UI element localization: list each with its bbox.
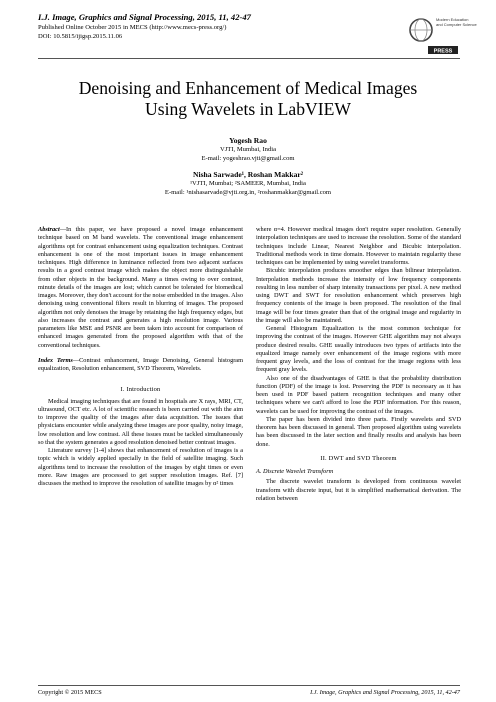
subsection-heading-dwt: A. Discrete Wavelet Transform [256, 468, 334, 475]
paragraph-bicubic: Bicubic interpolation produces smoother edges than bilinear interpolation. Interpolation methods increase the intensity of low frequency components resulting in less number of sharp intensity transactions per pixel. A new method using DWT and SWT for resolution enhancement which preserves high frequency contents of the image is been proposed. The resolution of the final image will be four times greater than that of the original image and regularity in the image will also be maintained. [256, 267, 461, 324]
journal-name: I.J. Image, Graphics and Signal Processing, 2015, 11, 42-47 [38, 12, 251, 22]
section-heading-dwt-svd: II. DWT and SVD Theorem [320, 454, 397, 462]
title-line-2: Using Wavelets in LabVIEW [145, 99, 351, 119]
footer-journal: I.J. Image, Graphics and Signal Processing, 2015, 11, 42-47 [310, 689, 460, 696]
index-terms-text: —Contrast enhancement, Image Denoising, General histogram equalization, Resolution enhancement, SVD Theorem, Wavelets. [38, 356, 244, 372]
publisher-logo [404, 12, 477, 56]
paragraph-pdf: Also one of the disadvantages of GHE is that the probability distribution function (PDF) of the image is lost. Preserving the PDF is necessary as it has been used in PDF based pattern recognition techniques and many other techniques where we can't afford to lose the PDF information. For this reason, wavelets can be used for improving the contrast of the images. [256, 374, 461, 415]
paragraph-outline: The paper has been divided into three parts. Firstly wavelets and SVD theorem has been discussed in general. Then proposed algorithm using wavelets has been discussed in the later section and finally results and analysis has been done. [256, 415, 461, 448]
right-column [256, 226, 461, 503]
index-terms-label: Index Terms [38, 356, 73, 364]
title-line-1: Denoising and Enhancement of Medical Images [78, 78, 418, 98]
paragraph-continued: where α=4. However medical images don't require super resolution. Generally interpolation techniques are used to increase the resolution. Some of the standard techniques include Linear, Nearest Neighbor and Bicubic interpolation. Traditional methods work in time domain. However to maintain regularity these techniques can be implemented by using wavelet transforms. [256, 226, 461, 266]
publication-line: Published Online October 2015 in MECS (http://www.mecs-press.org/) [38, 24, 227, 31]
abstract-text: —In this paper, we have proposed a novel image enhancement technique based on M band wavelets. The conventional image enhancement algorithms opt for contrast enhancement using equalization techniques. Contrast enhancement is one of the most important issues in image enhancement techniques. High difference in luminance reflected from two adjacent surfaces results in a good contrast image which makes the object more distinguishable from other objects in the background. Many a times owing to over contrast, minute details of the images are lost; which cannot be tolerated for biomedical images. Moreover, they don't account for the noise embedded in the images. Also denoising using conventional filters result in blurring of images. The proposed algorithm not only denoises the image by retaining the high frequency edges, but also increases the contrast and generates a high resolution image. Various parameters like MSE and PSNR are been taken into account for comparison of enhanced images generated from the proposed algorithm with that of the conventional techniques. [38, 226, 243, 349]
author-2-affiliation: ¹VJTI, Mumbai; ²SAMEER, Mumbai, India [190, 180, 306, 187]
logo-text-2: and Computer Science [436, 22, 477, 27]
author-1-email: E-mail: yogeshrao.vjti@gmail.com [201, 154, 295, 162]
author-block [30, 136, 466, 197]
abstract-label: Abstract [38, 226, 60, 233]
paragraph-dwt: The discrete wavelet transform is developed from continuous wavelet transform with discrete input, but it is simplified mathematical derivation. The relation between [256, 478, 461, 502]
footer-copyright: Copyright © 2015 MECS [38, 689, 102, 696]
author-2-names: Nisha Sarwade¹, Roshan Makkar² [192, 170, 304, 179]
abstract [38, 226, 243, 350]
section-heading-introduction: I. Introduction [120, 386, 161, 394]
author-1-name: Yogesh Rao [229, 136, 267, 145]
logo-text-1: Modern Education [436, 17, 469, 22]
intro-paragraph-1: Medical imaging techniques that are found in hospitals are X rays, MRI, CT, ultrasound, OCT etc. A lot of scientific research is been carried out with the aim to improve the quality of the images after data acquisition. The issues that physicians encounter while analyzing these images are poor quality, noisy image, low resolution and low contrast. All these issues must be tackled simultaneously so that the system generates a good resolution denoised better contrast images. [38, 397, 243, 446]
intro-paragraph-2: Literature survey [1-4] shows that enhancement of resolution of images is a topic which is widely applied specially in the field of satellite imaging. Such algorithms tend to increase the resolution of the images by eight times or even more. Raw images are processed to get supper resolution images. Ref. [7] discusses the method to improve the resolution of satellite images by α² times [38, 447, 243, 487]
author-2-email: E-mail: ¹nishasarvade@vjti.org.in, ²roshanmakkar@gmail.com [164, 188, 332, 196]
footer-rule [38, 685, 460, 686]
doi-line: DOI: 10.5815/ijigsp.2015.11.06 [38, 33, 123, 40]
left-column [38, 226, 243, 488]
paragraph-ghe: General Histogram Equalization is the most common technique for improving the contrast of the images. However GHE algorithm may not always produce desired results. GHE usually introduces two types of artifacts into the equalized image namely over enhancement of the image regions with more frequent gray levels, and the loss of contrast for the image regions with less frequent gray levels. [256, 325, 461, 374]
journal-header [38, 12, 378, 41]
index-terms [38, 357, 243, 374]
header-rule [38, 58, 460, 59]
logo-text-press: PRESS [433, 48, 453, 55]
paper-title [30, 78, 466, 120]
author-1-affiliation: VJTI, Mumbai, India [219, 146, 277, 153]
